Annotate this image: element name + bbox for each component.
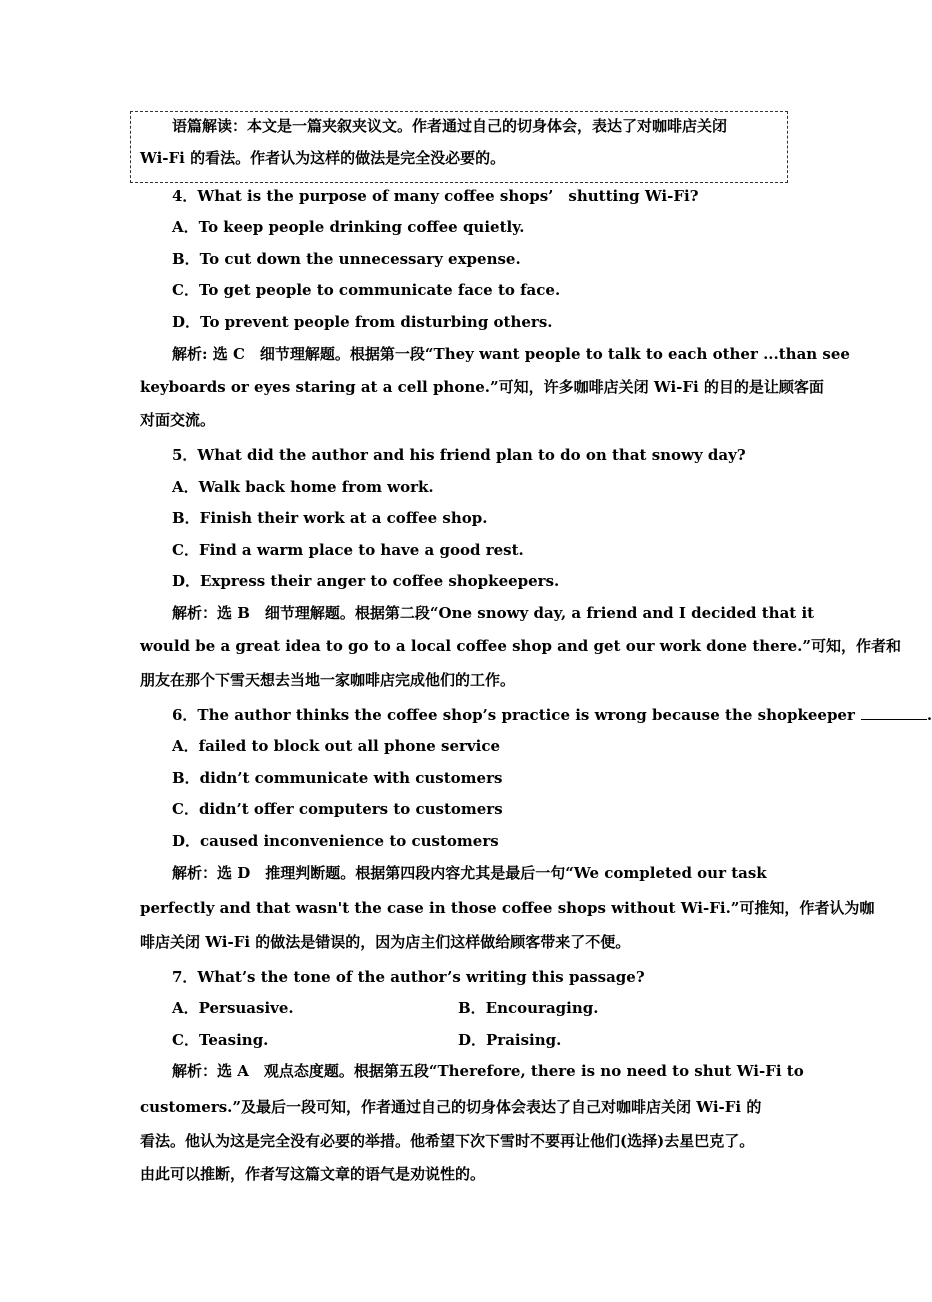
question-4-option-a: A．To keep people drinking coffee quietly. bbox=[172, 218, 525, 236]
answer-blank bbox=[861, 705, 927, 720]
question-4-explanation-1: 解析: 选 C 细节理解题。根据第一段“They want people to talk to each other ...than see bbox=[172, 345, 850, 363]
question-7-explanation-3: 看法。他认为这是完全没有必要的举措。他希望下次下雪时不要再让他们(选择)去星巴克了。 bbox=[140, 1132, 755, 1150]
question-5-option-d: D．Express their anger to coffee shopkeepers. bbox=[172, 572, 560, 590]
question-4-stem: 4．What is the purpose of many coffee shops’ shutting Wi-Fi? bbox=[172, 187, 699, 205]
question-4-option-b: B．To cut down the unnecessary expense. bbox=[172, 250, 521, 268]
question-6-explanation-3: 啡店关闭 Wi-Fi 的做法是错误的，因为店主们这样做给顾客带来了不便。 bbox=[140, 933, 631, 951]
question-6-stem: 6．The author thinks the coffee shop’s practice is wrong because the shopkeeper bbox=[172, 706, 855, 724]
question-7-explanation-2: customers.”及最后一段可知，作者通过自己的切身体会表达了自己对咖啡店关闭 Wi-Fi 的 bbox=[140, 1098, 762, 1116]
question-6-explanation-1: 解析：选 D 推理判断题。根据第四段内容尤其是最后一句“We completed our task bbox=[172, 864, 767, 882]
question-7-explanation-1: 解析：选 A 观点态度题。根据第五段“Therefore, there is no need to shut Wi-Fi to bbox=[172, 1062, 804, 1080]
question-7-option-b: B．Encouraging. bbox=[458, 999, 599, 1017]
question-5-explanation-3: 朋友在那个下雪天想去当地一家咖啡店完成他们的工作。 bbox=[140, 671, 516, 689]
question-5-stem: 5．What did the author and his friend plan to do on that snowy day? bbox=[172, 446, 746, 464]
summary-line-1: 语篇解读：本文是一篇夹叙夹议文。作者通过自己的切身体会，表达了对咖啡店关闭 bbox=[172, 117, 728, 135]
question-7-explanation-4: 由此可以推断，作者写这篇文章的语气是劝说性的。 bbox=[140, 1165, 486, 1183]
question-5-explanation-1: 解析：选 B 细节理解题。根据第二段“One snowy day, a friend and I decided that it bbox=[172, 604, 815, 622]
question-5-option-b: B．Finish their work at a coffee shop. bbox=[172, 509, 488, 527]
question-4-option-d: D．To prevent people from disturbing others. bbox=[172, 313, 553, 331]
question-6-stem-line bbox=[172, 705, 932, 725]
question-7-option-d: D．Praising. bbox=[458, 1031, 562, 1049]
summary-line-2: Wi-Fi 的看法。作者认为这样的做法是完全没必要的。 bbox=[140, 149, 506, 167]
question-6-stem-end: . bbox=[926, 706, 932, 724]
question-5-explanation-2: would be a great idea to go to a local coffee shop and get our work done there.”可知，作者和 bbox=[140, 637, 902, 655]
question-5-option-a: A．Walk back home from work. bbox=[172, 478, 434, 496]
question-6-option-a: A．failed to block out all phone service bbox=[172, 737, 501, 755]
question-4-explanation-3: 对面交流。 bbox=[140, 411, 216, 429]
question-6-option-b: B．didn’t communicate with customers bbox=[172, 769, 503, 787]
question-6-option-c: C．didn’t offer computers to customers bbox=[172, 800, 503, 818]
question-7-stem: 7．What’s the tone of the author’s writing this passage? bbox=[172, 968, 645, 986]
question-7-option-a: A．Persuasive. bbox=[172, 999, 294, 1017]
question-4-explanation-2: keyboards or eyes staring at a cell phone.”可知，许多咖啡店关闭 Wi-Fi 的目的是让顾客面 bbox=[140, 378, 824, 396]
question-6-explanation-2: perfectly and that wasn't the case in those coffee shops without Wi-Fi.”可推知，作者认为咖 bbox=[140, 899, 875, 917]
question-6-option-d: D．caused inconvenience to customers bbox=[172, 832, 499, 850]
question-7-option-c: C．Teasing. bbox=[172, 1031, 269, 1049]
question-4-option-c: C．To get people to communicate face to face. bbox=[172, 281, 561, 299]
question-5-option-c: C．Find a warm place to have a good rest. bbox=[172, 541, 524, 559]
